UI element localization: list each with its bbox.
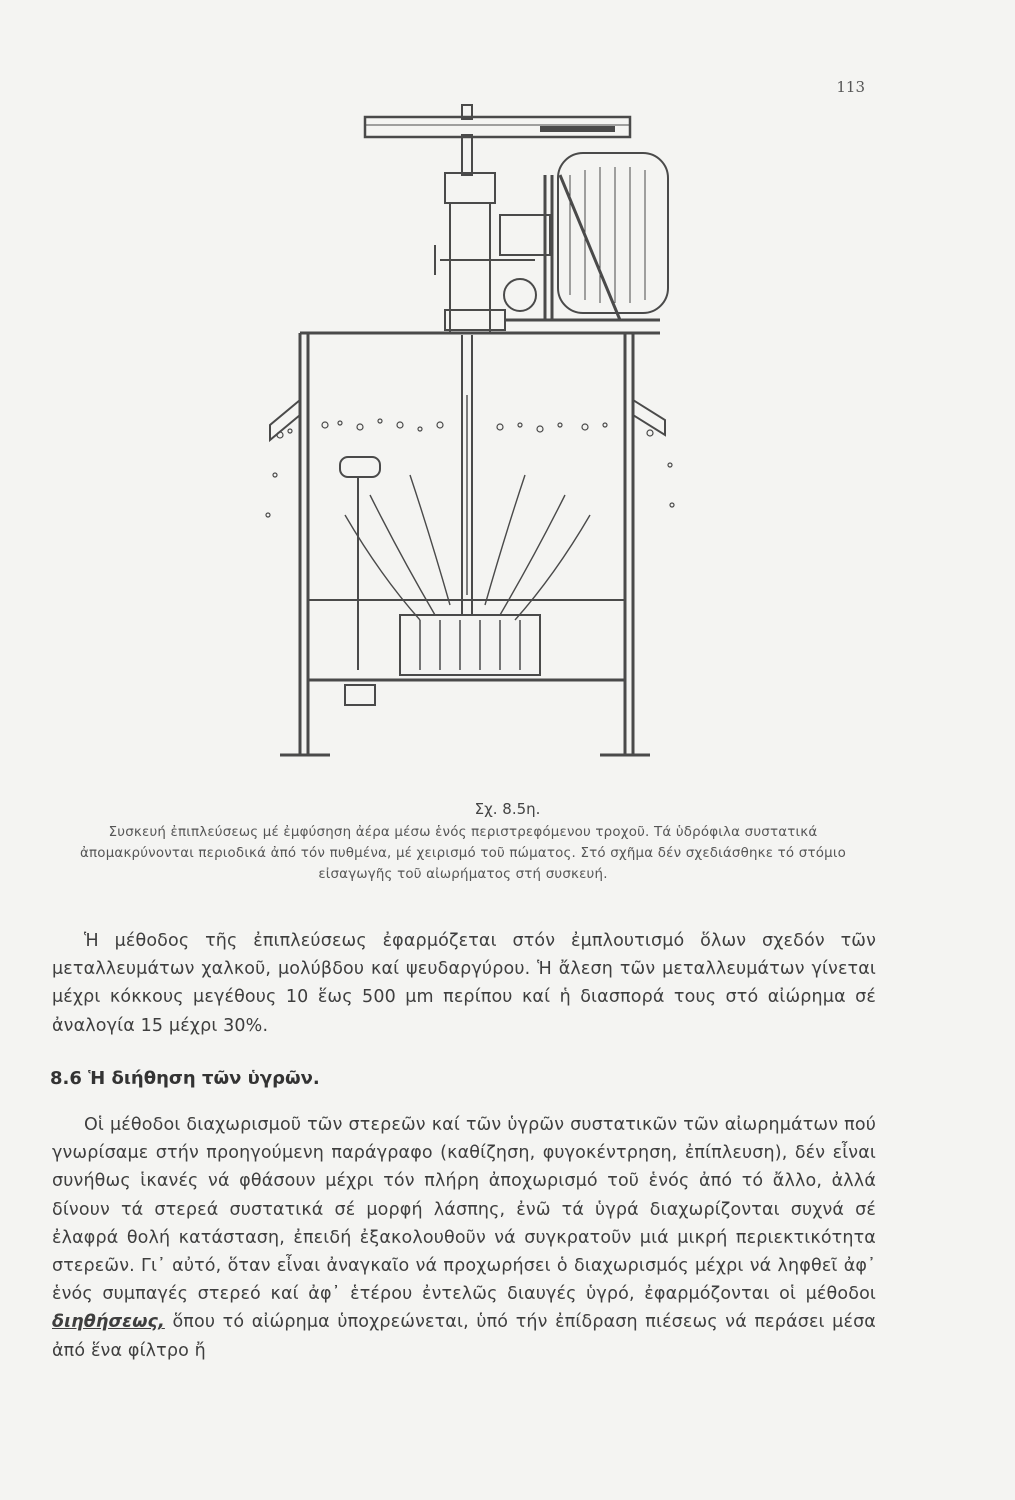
emphasized-term: διηθήσεως, — [52, 1312, 165, 1333]
page-number: 113 — [836, 78, 865, 96]
paragraph-text: Οἱ μέθοδοι διαχωρισμοῦ τῶν στερεῶν καί τῶν ὑγρῶν συστατικῶν τῶν αἰωρημάτων πού γνωρίσαμε στήν προηγούμενη παράγραφο (καθίζηση, φυγοκέντρηση, ἐπίπλευση), δέν εἶναι συνήθως ἱκανές νά φθάσουν μέχρι τόν πλήρη ἀποχωρισμό τοῦ ἑνός ἀπό τό ἄλλο, ἀλλά δίνουν τά στερεά συστατικά σέ μορφή λάσπης, ἐνῶ τά ὑγρά διαχωρίζονται συχνά σέ ἐλαφρά θολή κατάσταση, ἐπειδή ἐξακολουθοῦν νά συγκρατοῦν μιά μικρή περιεκτικότητα στερεῶν. Γι᾽ αὐτό, ὅταν εἶναι ἀναγκαῖο νά προχωρήσει ὁ διαχωρισμός μέχρι νά ληφθεῖ ἀφ᾽ ἑνός συμπαγές στερεό καί ἀφ᾽ ἑτέρου ἐντελῶς διαυγές ὑγρό, ἐφαρμόζονται οἱ μέθοδοι — [52, 1115, 876, 1305]
paragraph — [52, 1111, 876, 1365]
figure-caption: Συσκευή ἐπιπλεύσεως μέ ἐμφύσηση ἀέρα μέσω ἑνός περιστρεφόμενου τροχοῦ. Τά ὑδρόφιλα συστατικά ἀπομακρύνονται περιοδικά ἀπό τόν πυθμένα, μέ χειρισμό τοῦ πώματος. Στό σχῆμα δέν σχεδιάσθηκε τό στόμιο εἰσαγωγῆς τοῦ αἰωρήματος στή συσκευή. — [80, 825, 846, 882]
paragraph: Ἡ μέθοδος τῆς ἐπιπλεύσεως ἐφαρμόζεται στόν ἐμπλουτισμό ὅλων σχεδόν τῶν μεταλλευμάτων χαλκοῦ, μολύβδου καί ψευδαργύρου. Ἡ ἄλεση τῶν μεταλλευμάτων γίνεται μέχρι κόκκους μεγέθους 10 ἕως 500 μm περίπου καί ἡ διασπορά τους στό αἰώρημα σέ ἀναλογία 15 μέχρι 30%. — [52, 931, 876, 1036]
figure — [240, 95, 700, 760]
flotation-apparatus-drawing — [240, 95, 700, 760]
figure-label: Σχ. 8.5η. — [474, 800, 541, 818]
paragraph-text: ὅπου τό αἰώρημα ὑποχρεώνεται, ὑπό τήν ἐπίδραση πιέσεως νά περάσει μέσα ἀπό ἕνα φίλτρο ἤ — [52, 1312, 876, 1361]
section-heading: 8.6 Ἡ διήθηση τῶν ὑγρῶν. — [50, 1068, 320, 1089]
